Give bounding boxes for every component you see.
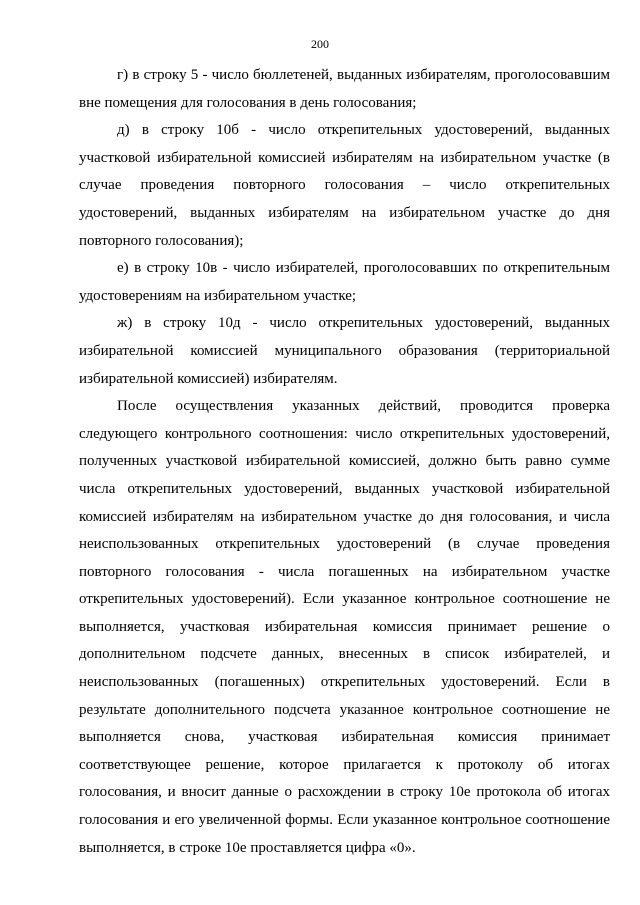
paragraph-control-check: После осуществления указанных действий, проводится проверка следующего контрольного соотношения: число открепительных удостоверений, полученных участковой избирательной комиссией, должно быть равно сумме числа открепительных удостоверений, выданных участковой избирательной комиссией избирателям на избирательном участке до дня голосования, и числа неиспользованных открепительных удостоверений (в случае проведения повторного голосования - числа погашенных на избирательном участке открепительных удостоверений). Если указанное контрольное соотношение не выполняется, участковая избирательная комиссия принимает решение о дополнительном подсчете данных, внесенных в список избирателей, и неиспользованных (погашенных) открепительных удостоверений. Если в результате дополнительного подсчета указанное контрольное соотношение не выполняется снова, участковая избирательная комиссия принимает соответствующее решение, которое прилагается к протоколу об итогах голосования, и вносит данные о расхождении в строку 10е протокола об итогах голосования и его увеличенной формы. Если указанное контрольное соотношение выполняется, в строке 10е проставляется цифра «0». <box>79 398 610 856</box>
paragraph-item-e: е) в строку 10в - число избирателей, проголосовавших по открепительным удостоверениям на избирательном участке; <box>79 260 610 304</box>
paragraph-item-zh: ж) в строку 10д - число открепительных удостоверений, выданных избирательной комиссией муниципального образования (территориальной избирательной комиссией) избирателям. <box>79 315 610 387</box>
paragraph-item-g: г) в строку 5 - число бюллетеней, выданных избирателям, проголосовавшим вне помещения для голосования в день голосования; <box>79 67 610 111</box>
paragraph-item-d: д) в строку 10б - число открепительных удостоверений, выданных участковой избирательной комиссией избирателям на избирательном участке (в случае проведения повторного голосования – число открепительных удостоверений, выданных избирателям на избирательном участке до дня повторного голосования); <box>79 122 610 249</box>
page-number: 200 <box>311 37 329 51</box>
document-body <box>79 62 610 862</box>
